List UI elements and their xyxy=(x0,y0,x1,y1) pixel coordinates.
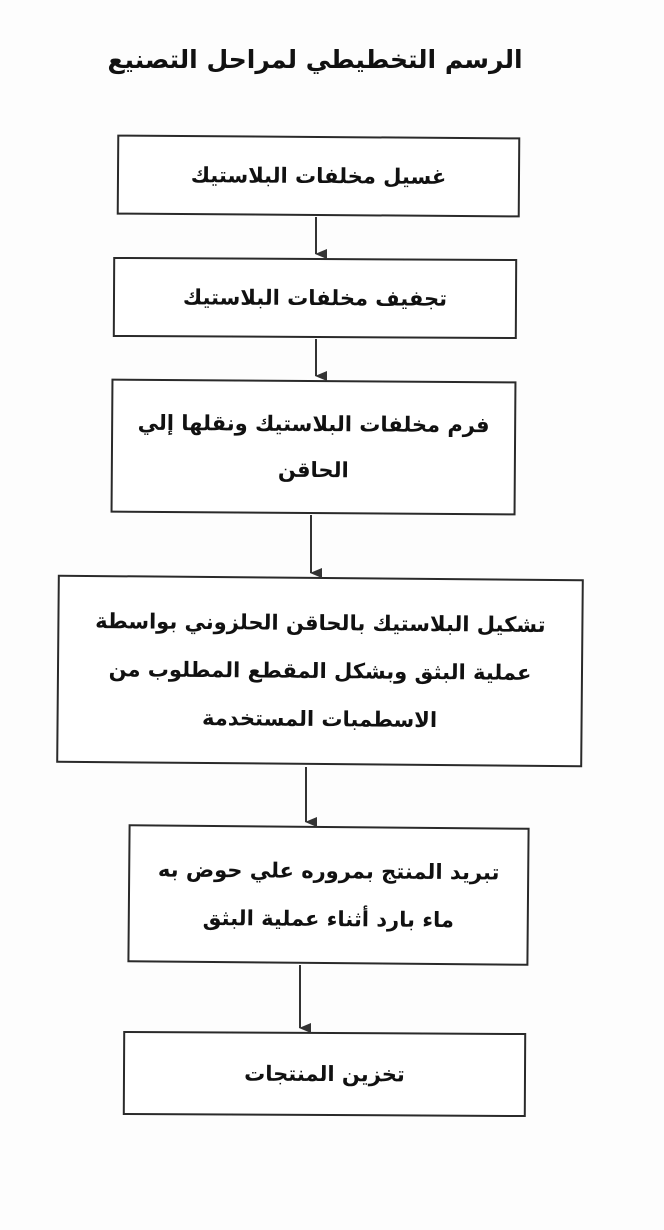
step-box-cool xyxy=(127,824,529,965)
step-label-dry: تجفيف مخلفات البلاستيك xyxy=(182,285,448,311)
step-label-store: تخزين المنتجات xyxy=(244,1061,405,1087)
step-box-shred xyxy=(111,379,517,516)
step-box-wash xyxy=(117,135,521,218)
diagram-title: الرسم التخطيطي لمراحل التصنيع xyxy=(107,45,523,74)
step-label-extrude: تشكيل البلاستيك بالحاقن الحلزوني بواسطة عملية البثق وبشكل المقطع المطلوب من الاسطمبات المستخدمة xyxy=(95,609,546,733)
step-box-store xyxy=(123,1031,526,1117)
step-box-extrude xyxy=(56,575,584,768)
step-label-cool: تبريد المنتج بمروره علي حوض به ماء بارد أثناء عملية البثق xyxy=(157,857,500,933)
step-label-wash: غسيل مخلفات البلاستيك xyxy=(190,163,447,189)
step-box-dry xyxy=(113,257,517,339)
step-label-shred: فرم مخلفات البلاستيك ونقلها إلي الحاقن xyxy=(137,410,490,483)
